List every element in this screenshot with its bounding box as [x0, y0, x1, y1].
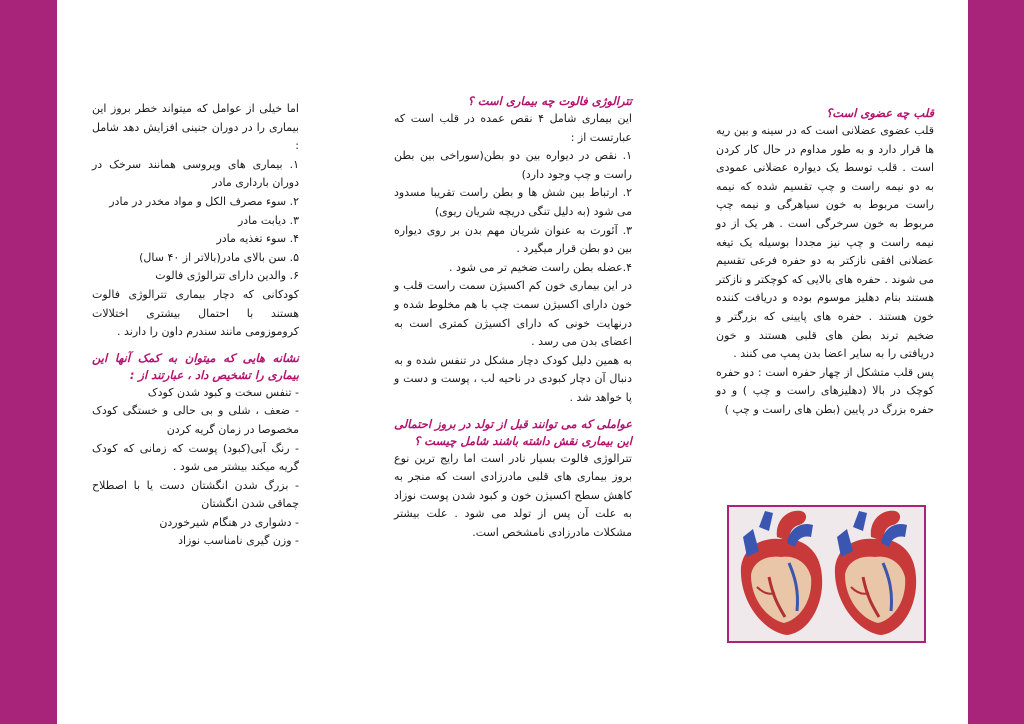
list-item-defect: ۱. نقص در دیواره بین دو بطن(سوراخی بین بطن راست و چپ وجود دارد) — [394, 149, 632, 181]
paragraph-four-chambers: پس قلب متشکل از چهار حفره است : دو حفره کوچک در بالا (دهلیزهای راست و چپ ) و دو حفره بزرگ در پایین (بطن های راست و چپ ) — [716, 365, 934, 416]
list-item-symptom: - تنفس سخت و کبود شدن کودک — [147, 385, 299, 399]
list-item-risk: ۲. سوء مصرف الکل و مواد مخدر در مادر — [109, 194, 299, 208]
list-item-symptom: - ضعف ، شلی و بی حالی و خستگی کودک مخصوصا در زمان گریه کردن — [92, 404, 299, 436]
heading-prenatal-factors: عواملی که می توانند قبل از تولد در بروز احتمالی این بیماری نقش داشته باشند شامل چیست ؟ — [394, 416, 632, 448]
paragraph-cyanosis: به همین دلیل کودک دچار مشکل در تنفس شده و به دنبال آن دچار کبودی در ناحیه لب ، پوست و دست و پا خواهد شد . — [394, 353, 632, 404]
list-item-risk: ۳. دیابت مادر — [237, 213, 299, 227]
list-item-symptom: - دشواری در هنگام شیرخوردن — [159, 515, 299, 529]
list-item-risk: ۱. بیماری های ویروسی همانند سرخک در دوران بارداری مادر — [92, 157, 299, 190]
list-item-risk: ۴. سوء تغذیه مادر — [216, 232, 299, 246]
right-magenta-bar — [968, 0, 1024, 724]
list-item-defect: ۲. ارتباط بین شش ها و بطن راست تقریبا مسدود می شود (به دلیل تنگی دریچه شریان ریوی) — [394, 186, 632, 218]
heart-illustration — [727, 505, 926, 643]
paragraph-rarity: تترالوژی فالوت بسیار نادر است اما رایج ترین نوع بروز بیماری های قلبی مادرزادی است که منجر به کاهش سطح اکسیژن خون و کبود شدن پوست نوزاد به علت آن پس از تولد می شود . علت بیشتر مشکلات مادرزادی نامشخص است. — [394, 451, 632, 539]
paragraph-risk-intro: اما خیلی از عوامل که میتواند خطر بروز این بیماری را در دوران جنینی افزایش دهد شامل : — [92, 102, 299, 153]
column-risk-factors — [92, 100, 299, 551]
column-heart-organ — [716, 105, 934, 420]
list-item-defect: ۴.عضله بطن راست ضخیم تر می شود . — [449, 260, 632, 274]
paragraph-four-defects-intro: این بیماری شامل ۴ نقص عمده در قلب است که عبارتست از : — [394, 112, 632, 144]
paragraph-chromosomal: کودکانی که دچار بیماری تترالوژی فالوت هستند با احتمال بیشتری اختلالات کروموزومی مانند سندرم داون را دارند . — [92, 287, 299, 339]
heading-what-is-heart: قلب چه عضوی است؟ — [826, 106, 934, 120]
list-item-risk: ۶. والدین دارای تترالوژی فالوت — [155, 269, 299, 283]
paragraph-blood-mixing: در این بیماری خون کم اکسیژن سمت راست قلب و خون دارای اکسیژن سمت چپ با هم مخلوط شده و درنهایت خونی که دارای اکسیژن کمتری است به اعضای بدن می رسد . — [394, 279, 632, 349]
list-item-risk: ۵. سن بالای مادر(بالاتر از ۴۰ سال) — [139, 250, 299, 264]
heading-what-is-tof: تترالوژی فالوت چه بیماری است ؟ — [467, 94, 632, 108]
heart-anatomy-image — [729, 507, 924, 641]
list-item-symptom: - وزن گیری نامناسب نوزاد — [178, 534, 299, 548]
heading-symptoms: نشانه هایی که میتوان به کمک آنها این بیماری را تشخیص داد ، عبارتند از : — [92, 350, 299, 382]
left-magenta-bar — [0, 0, 57, 724]
paragraph-heart-description: قلب عضوی عضلانی است که در سینه و بین ریه ها قرار دارد و به طور مداوم در حال کار کردن است . قلب توسط یک دیواره عضلانی عمودی به دو نیمه راست و چپ تقسیم شده که نیمه راست مربوط به خون سیاهرگی و نیمه چپ مربوط به خون سرخرگی است . هر یک از دو نیمه راست و چپ نیز مجددا بوسیله یک تیغه عضلانی افقی نازکتر به دو حفره فرعی تقسیم می شوند . حفره های بالایی که کوچکتر و نازکتر هستند بنام دهلیز موسوم بوده و دریافت کننده خون هستند . حفره های پایینی که بزرگتر و ضخیم ترند بطن های قلبی هستند و خون دریافتی را به سایر اعضا بدن پمپ می کنند . — [716, 124, 934, 361]
column-tetralogy — [394, 93, 632, 542]
list-item-defect: ۳. آئورت به عنوان شریان مهم بدن بر روی دیواره بین دو بطن قرار میگیرد . — [394, 223, 632, 256]
list-item-symptom: - رنگ آبی(کبود) پوست که زمانی که کودک گریه میکند بیشتر می شود . — [92, 441, 299, 474]
list-item-symptom: - بزرگ شدن انگشتان دست یا با اصطلاح چماقی شدن انگشتان — [92, 478, 299, 511]
